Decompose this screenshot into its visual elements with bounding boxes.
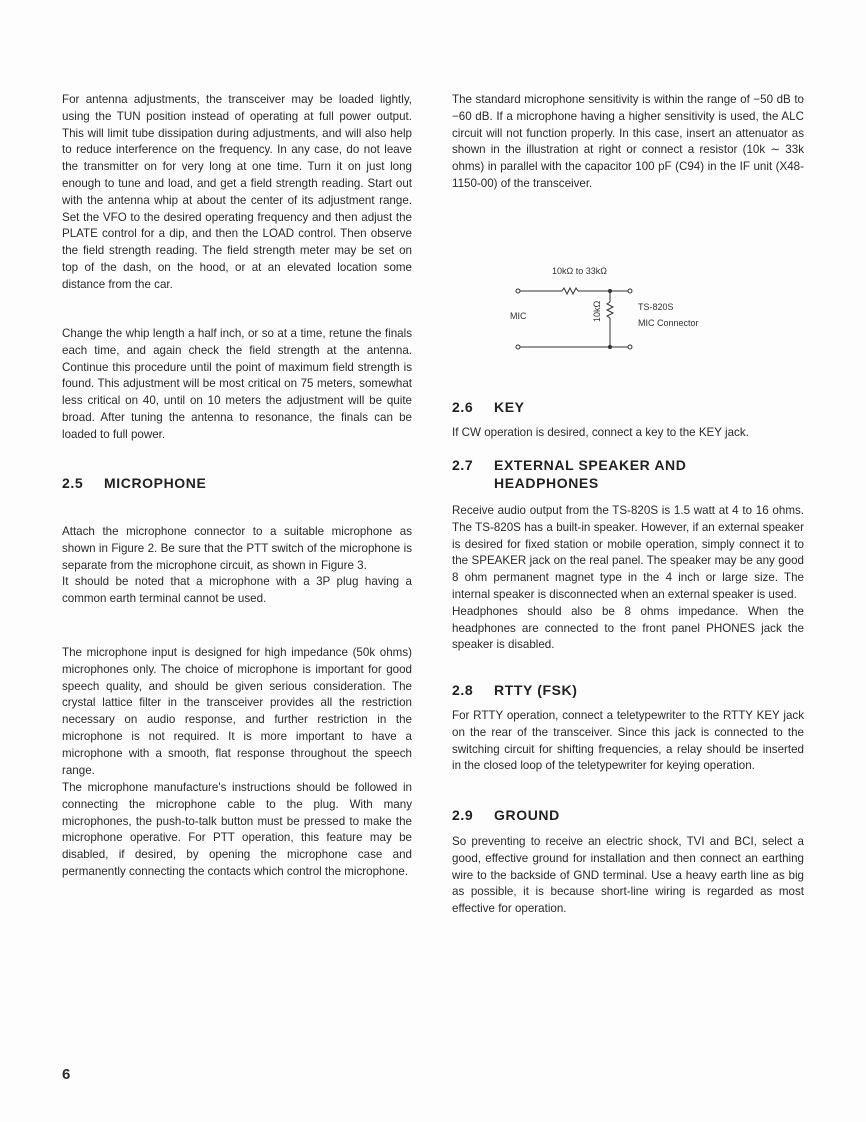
output-terminal-bottom (628, 345, 632, 349)
series-resistor-symbol (562, 288, 578, 294)
manufacturer-instructions-paragraph: The microphone manufacture's instructions should be followed in connecting the microphone cable to the plug. With many microphones, the push-to-talk button must be pressed to make the microphone operative. For PTT operation, this feature may be disabled, if desired, by opening the microphone case and permanently connecting the contacts which control the microphone. (62, 781, 412, 878)
section-title: GROUND (494, 807, 560, 823)
section-heading-external-speaker (452, 456, 686, 492)
whip-length-paragraph: Change the whip length a half inch, or so at a time, retune the finals each time, and again check the field strength at the antenna. Continue this procedure until the point of maximum field strength is found. This adjustment will be most critical on 75 meters, somewhat less critical on 40, until on 10 meters the adjustment will be quite broad. After tuning the antenna to resonance, the finals can be loaded to full power. (62, 327, 412, 441)
section-title (494, 456, 686, 492)
3p-plug-note: It should be noted that a microphone with a 3P plug having a common earth terminal cannot be used. (62, 575, 412, 606)
speaker-paragraph (452, 503, 804, 654)
page-number: 6 (62, 1066, 71, 1083)
input-terminal-bottom (516, 345, 520, 349)
shunt-resistor-symbol (607, 302, 613, 318)
section-number: 2.9 (452, 807, 474, 823)
attach-text: Attach the microphone connector to a suitable microphone as shown in Figure 2. Be sure that the PTT switch of the microphone is separate from the microphone circuit, as shown in Figure 3. (62, 525, 412, 572)
headphones-text: Headphones should also be 8 ohms impedance. When the headphones are connected to the front panel PHONES jack the speaker is disabled. (452, 604, 804, 652)
section-title: MICROPHONE (104, 475, 207, 491)
rtty-paragraph: For RTTY operation, connect a teletypewriter to the RTTY KEY jack on the rear of the transceiver. Since this jack is connected to the switching circuit for shifting frequencies, a relay should be inserted in the closed loop of the teletypewriter for keying operation. (452, 709, 804, 773)
sensitivity-paragraph: The standard microphone sensitivity is within the range of −50 dB to −60 dB. If a microphone having a higher sensitivity is used, the ALC circuit will not function properly. In this case, insert an attenuator as shown in the illustration at right or connect a resistor (10k ∼ 33k ohms) in parallel with the capacitor 100 pF (C94) in the IF unit (X48-1150-00) of the transceiver. (452, 93, 804, 190)
section-heading-key (452, 398, 525, 416)
key-paragraph: If CW operation is desired, connect a key to the KEY jack. (452, 426, 749, 439)
series-resistor-label: 10kΩ to 33kΩ (552, 266, 607, 276)
section-number: 2.6 (452, 399, 474, 415)
section-title: KEY (494, 399, 525, 415)
shunt-resistor-label: 10kΩ (592, 300, 602, 322)
antenna-adjustment-paragraph: For antenna adjustments, the transceiver may be loaded lightly, using the TUN position instead of operating at full power output. This will limit tube dissipation during adjustments, and will also help to reduce interference on the frequency. In any case, do not leave the transmitter on for very long at one time. Turn it on just long enough to tune and load, and get a field strength reading. Start out with the antenna whip at about the center of its adjustment range. Set the VFO to the desired operating frequency and then adjust the PLATE control for a dip, and then the LOAD control. Then observe the field strength reading. The field strength meter may be set on top of the dash, on the hood, or at an elevated location some distance from the car. (62, 93, 412, 291)
mic-label: MIC (510, 311, 527, 321)
connector-label: MIC Connector (638, 318, 699, 328)
attenuator-circuit-diagram (470, 258, 770, 358)
section-heading-rtty (452, 681, 578, 699)
ground-paragraph: So preventing to receive an electric shock, TVI and BCI, select a good, effective ground for installation and then connect an earthing wire to the backside of GND terminal. Use a heavy earth line as big as possible, it is because short-line wiring is regarded as most effective for operation. (452, 835, 804, 916)
impedance-paragraph: The microphone input is designed for high impedance (50k ohms) microphones only. The choice of microphone is important for good speech quality, and should be given serious consideration. The crystal lattice filter in the transceiver provides all the restriction necessary on audio response, and further restriction in the microphone is not required. It is more important to have a microphone with a smooth, flat response throughout the speech range. (62, 646, 412, 777)
speaker-text: Receive audio output from the TS-820S is 1.5 watt at 4 to 16 ohms. The TS-820S has a built-in speaker. However, if an external speaker is desired for fixed station or mobile operation, simply connect it to the SPEAKER jack on the real panel. The speaker may be any good 8 ohm permanent magnet type in the 4 inch or large size. The internal speaker is disconnected when an external speaker is used. (452, 504, 804, 601)
microphone-connector-paragraph (62, 524, 412, 608)
output-terminal-top (628, 289, 632, 293)
title-line-2: HEADPHONES (494, 475, 599, 491)
section-heading-ground (452, 806, 560, 824)
section-heading-microphone (62, 474, 206, 492)
input-terminal-top (516, 289, 520, 293)
title-line-1: EXTERNAL SPEAKER AND (494, 457, 687, 473)
section-title: RTTY (FSK) (494, 682, 578, 698)
section-number: 2.5 (62, 475, 84, 491)
section-number: 2.8 (452, 682, 474, 698)
connector-model-label: TS-820S (638, 302, 674, 312)
section-number: 2.7 (452, 457, 474, 473)
